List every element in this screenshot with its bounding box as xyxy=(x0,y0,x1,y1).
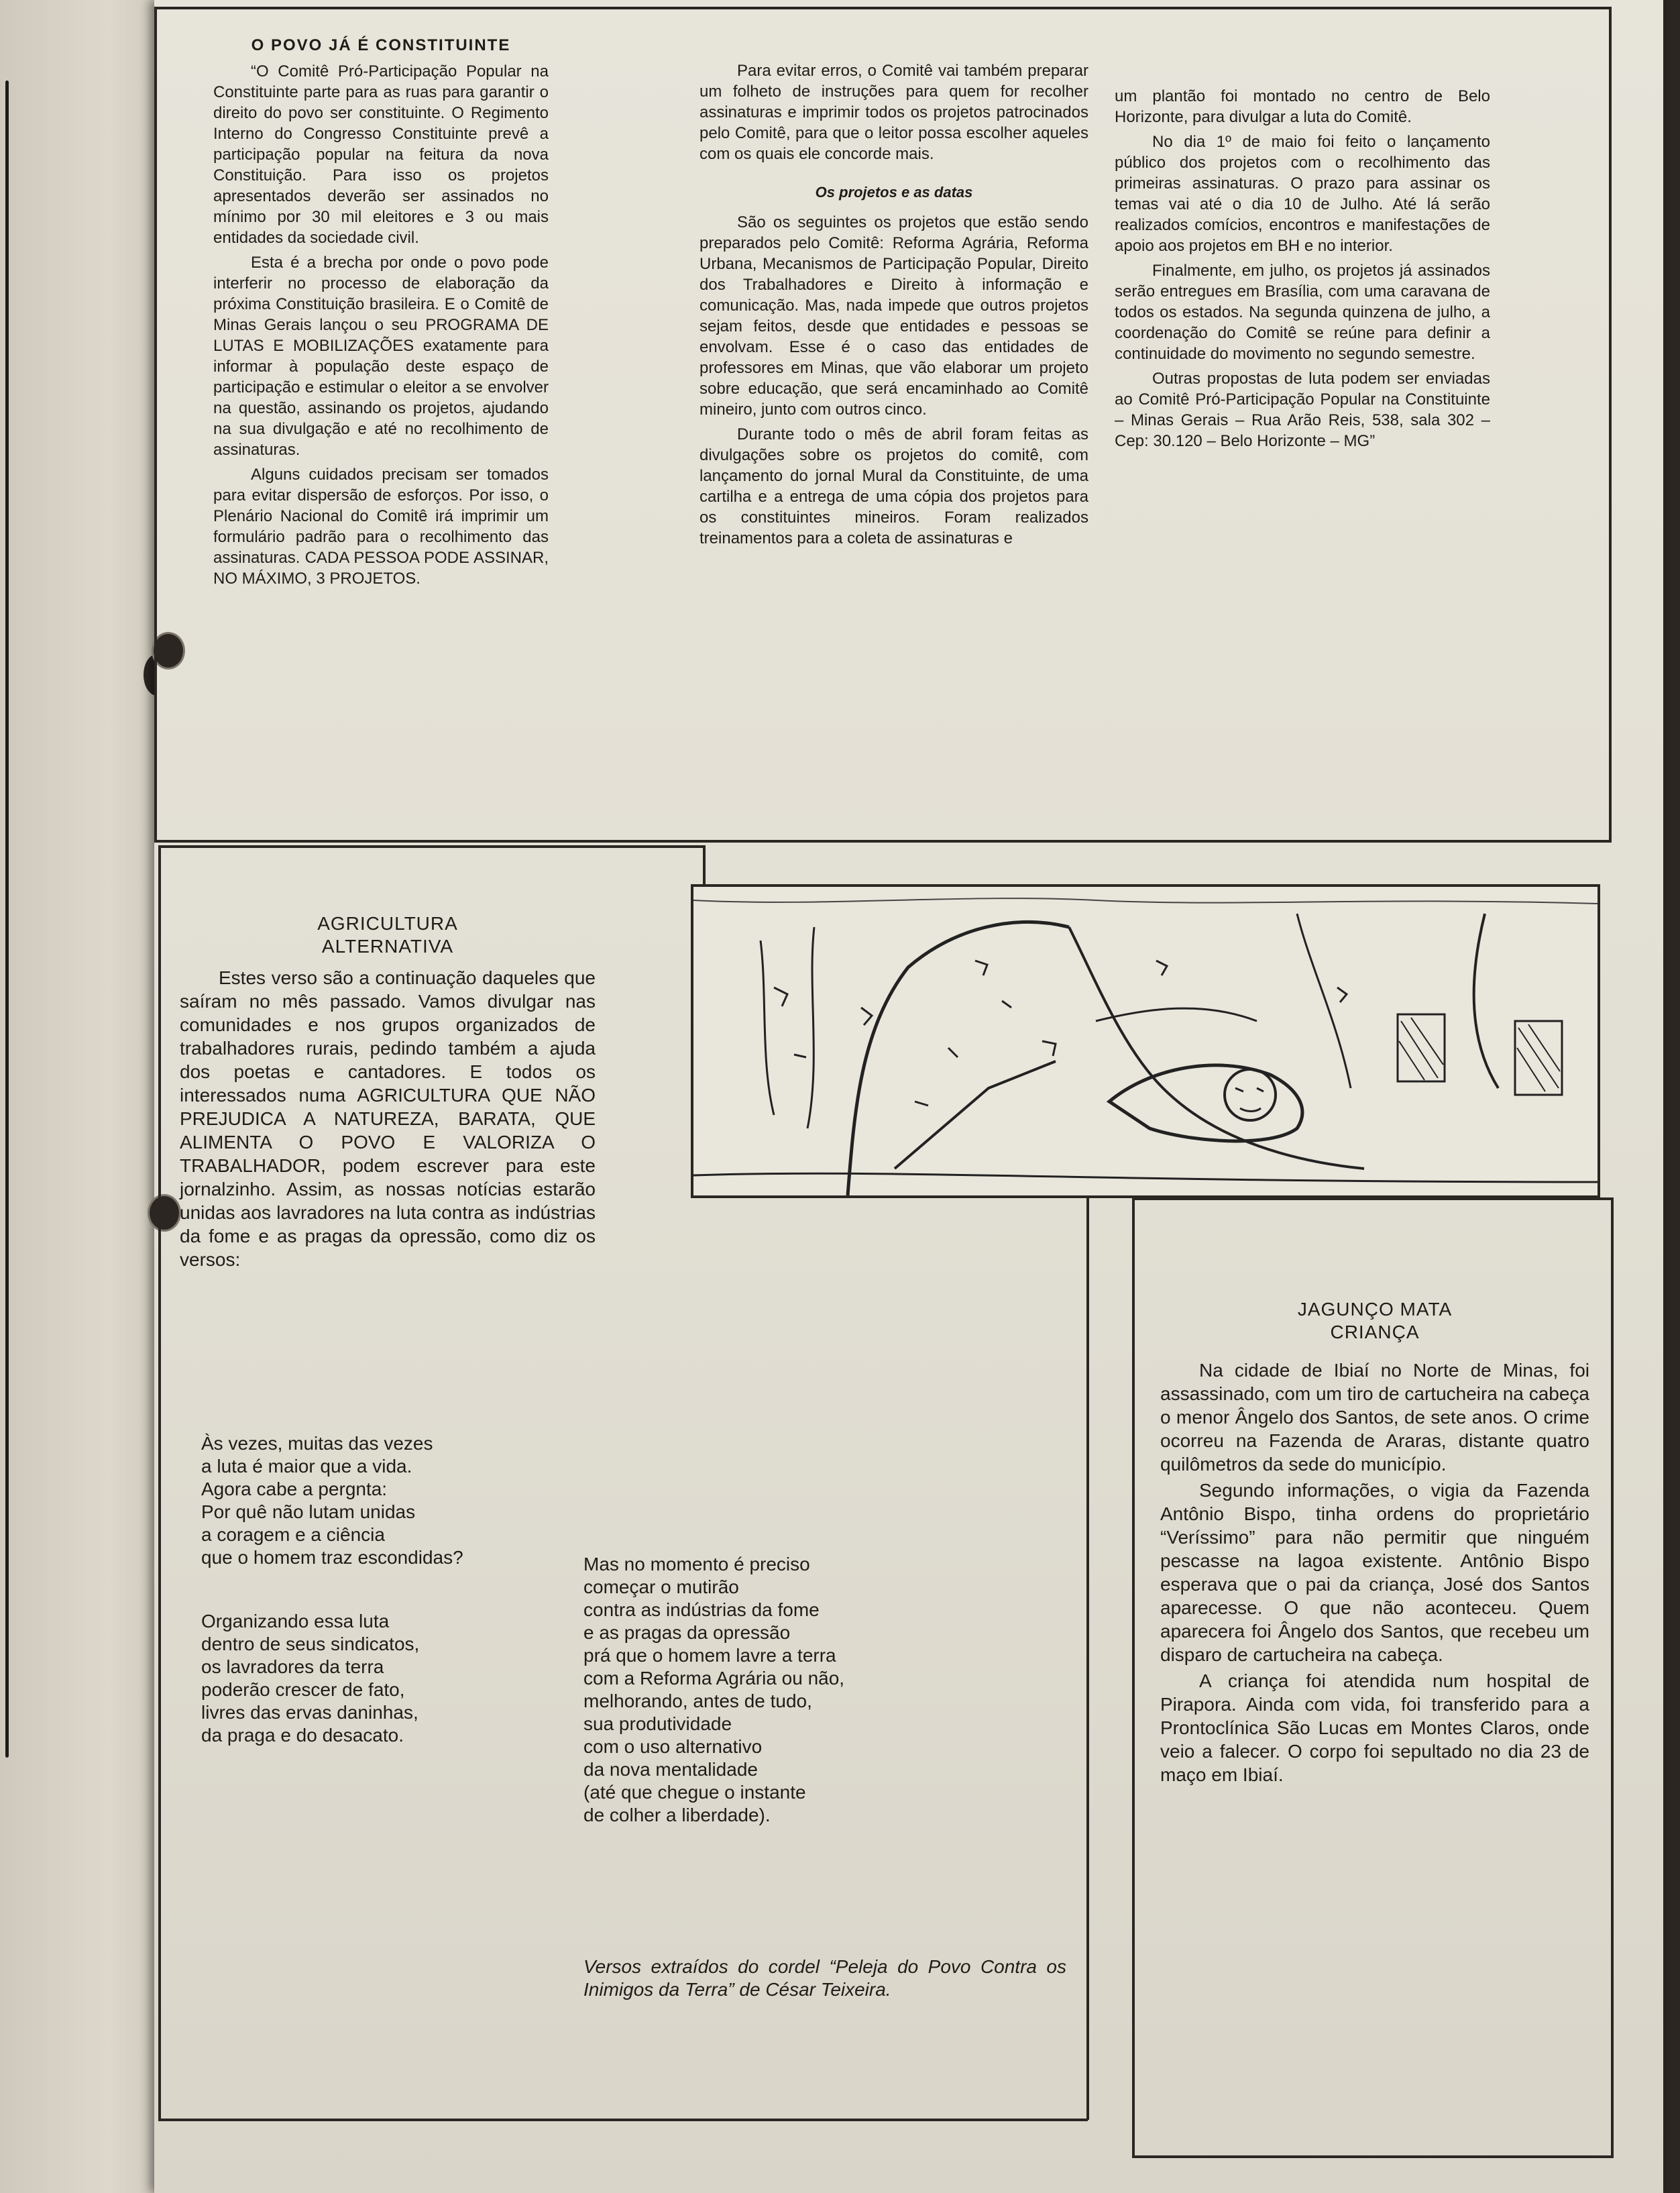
illustration-drawing xyxy=(691,884,1600,1198)
paragraph: A criança foi atendida num hospital de Pirapora. Ainda com vida, foi transferido para a Prontoclínica São Lucas em Montes Claros, onde veio a falecer. O corpo foi sepultado no dia 23 de maço em Ibiaí. xyxy=(1160,1670,1589,1785)
newspaper-page xyxy=(154,0,1663,2193)
paragraph: Durante todo o mês de abril foram feitas as divulgações sobre os projetos do comitê, com lançamento do jornal Mural da Constituinte, de uma cartilha e a entrega de uma cópia dos projetos para os constituintes mineiros. Foram realizados treinamentos para a coleta de assinaturas e xyxy=(699,425,1088,547)
paragraph: Na cidade de Ibiaí no Norte de Minas, foi assassinado, com um tiro de cartucheira na cabeça o menor Ângelo dos Santos, de sete anos. O crime ocorreu na Fazenda de Araras, distante quatro quilômetros da sede do município. xyxy=(1160,1360,1589,1475)
paragraph: Segundo informações, o vigia da Fazenda Antônio Bispo, tinha ordens do proprietário “Veríssimo” para não permitir que ninguém pescasse na lagoa existente. Antônio Bispo esperava que o pai da criança, José dos Santos aparecesse. O que não aconteceu. Quem aparecera foi Ângelo dos Santos, que recebeu um disparo de cartucheira na cabeça. xyxy=(1160,1480,1589,1665)
paragraph: Finalmente, em julho, os projetos já assinados serão entregues em Brasília, com uma caravana de todos os estados. Na segunda quinzena de julho, a coordenação do Comitê se reúne para definir a continuidade do movimento no segundo semestre. xyxy=(1115,262,1490,363)
top-article-col3 xyxy=(1115,86,1490,456)
verse-stanza-3: Mas no momento é preciso começar o mutirão contra as indústrias da fome e as pragas da opressão prá que o homem lavre a terra com a Reforma Agrária ou não, melhorando, antes de tudo, sua produtividade com o uso alternativo da nova mentalidade (até que chegue o instante de colher a liberdade). xyxy=(583,1554,845,1825)
top-article-col2 xyxy=(699,60,1088,553)
verse-stanza-2: Organizando essa luta dentro de seus sindicatos, os lavradores da terra poderão crescer de fato, livres das ervas daninhas, da praga e do desacato. xyxy=(201,1611,420,1746)
paragraph: No dia 1º de maio foi feito o lançamento público dos projetos com o recolhimento das primeiras assinaturas. O prazo para assinar os temas vai até o dia 10 de Julho. Até lá serão realizados comícios, encontros e manifestações de apoio aos projetos em BH e no interior. xyxy=(1115,133,1490,255)
verse-stanza-1: Às vezes, muitas das vezes a luta é maior que a vida. Agora cabe a pergnta: Por quê não lutam unidas a coragem e a ciência que o homem traz escondidas? xyxy=(201,1433,463,1568)
paragraph: “O Comitê Pró-Participação Popular na Constituinte parte para as ruas para garantir o direito do povo ser constituinte. O Regimento Interno do Congresso Constituinte prevê a participação popular na feitura da nova Constituição. Para isso os projetos apresentados deverão ser assinados no mínimo por 30 mil eleitores e 3 ou mais entidades da sociedade civil. xyxy=(213,62,549,247)
top-article-col1 xyxy=(213,35,549,593)
subheading: Os projetos e as datas xyxy=(815,184,973,201)
jagunco-article xyxy=(1160,1298,1589,1789)
agricultura-intro xyxy=(180,912,596,973)
jagunco-title: JAGUNÇO MATA CRIANÇA xyxy=(1297,1299,1453,1342)
agricultura-title: AGRICULTURA ALTERNATIVA xyxy=(317,913,458,957)
paragraph: Alguns cuidados precisam ser tomados para evitar dispersão de esforços. Por isso, o Plenário Nacional do Comitê irá imprimir um formulário padrão para o recolhimento das assinaturas. CADA PESSOA PODE ASSINAR, NO MÁXIMO, 3 PROJETOS. xyxy=(213,466,549,588)
paragraph: Esta é a brecha por onde o povo pode interferir no processo de elaboração da próxima Constituição brasileira. E o Comitê de Minas Gerais lançou o seu PROGRAMA DE LUTAS E MOBILIZAÇÕES exatamente para informar à população deste espaço de participação e estimular o eleitor a se envolver na questão, assinando os projetos, ajudando na sua divulgação e até no recolhimento de assinaturas. xyxy=(213,254,549,459)
binding-line xyxy=(5,81,9,1758)
agricultura-body-block xyxy=(180,966,596,1274)
top-article-title: O POVO JÁ É CONSTITUINTE xyxy=(251,36,511,54)
verse-source: Versos extraídos do cordel “Peleja do Povo Contra os Inimigos da Terra” de César Teixeira. xyxy=(583,1956,1066,2000)
paragraph: um plantão foi montado no centro de Belo Horizonte, para divulgar a luta do Comitê. xyxy=(1115,87,1490,126)
paragraph: Para evitar erros, o Comitê vai também preparar um folheto de instruções para quem for recolher assinaturas e imprimir todos os projetos patrocinados pelo Comitê, para que o leitor possa escolher aqueles com os quais ele concorde mais. xyxy=(699,62,1088,163)
paragraph: Outras propostas de luta podem ser enviadas ao Comitê Pró-Participação Popular na Constituinte – Minas Gerais – Rua Arão Reis, 538, sala 302 – Cep: 30.120 – Belo Horizonte – MG” xyxy=(1115,370,1490,450)
illustration-sketch xyxy=(693,887,1598,1195)
agricultura-body: Estes verso são a continuação daqueles que saíram no mês passado. Vamos divulgar nas comunidades e nos grupos organizados de trabalhadores rurais, pedindo também a ajuda dos poetas e cantadores. E todos os interessados numa AGRICULTURA QUE NÃO PREJUDICA A NATUREZA, BARATA, QUE ALIMENTA O POVO E VALORIZA O TRABALHADOR, podem escrever para este jornalzinho. Assim, as nossas notícias estarão unidas aos lavradores na luta contra as indústrias da fome e as pragas da opressão, como diz os versos: xyxy=(180,967,596,1270)
paragraph: São os seguintes os projetos que estão sendo preparados pelo Comitê: Reforma Agrária, Reforma Urbana, Mecanismos de Participação Popular, Direito dos Trabalhadores e Direito à informação e comunicação. Mas, nada impede que outros projetos sejam feitos, desde que entidades e pessoas se envolvam. Esse é o caso das entidades de professores em Minas, que vão elaborar um projeto sobre educação, que será encaminhado ao Comitê mineiro, junto com outros cinco. xyxy=(699,213,1088,419)
